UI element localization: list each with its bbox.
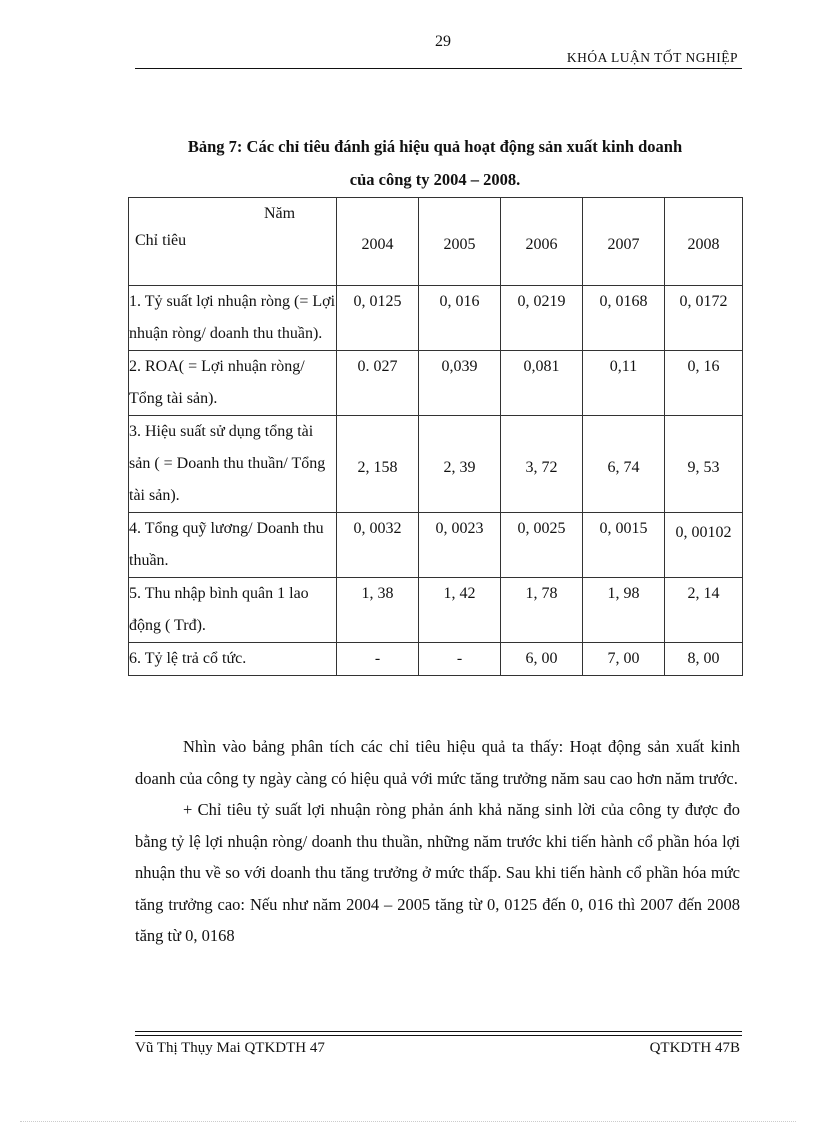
indicators-table (128, 197, 743, 676)
row-value: 1, 98 (583, 578, 665, 643)
row-value: 0. 027 (337, 351, 419, 416)
table-row (129, 286, 743, 351)
row-value: - (337, 643, 419, 676)
row-label: 4. Tổng quỹ lương/ Doanh thu thuần. (129, 513, 337, 578)
row-value: 3, 72 (501, 416, 583, 513)
table-header-row (129, 198, 743, 286)
row-value: 2, 39 (419, 416, 501, 513)
row-value: 0, 0172 (665, 286, 743, 351)
row-value: 0, 0219 (501, 286, 583, 351)
row-value: 0, 0025 (501, 513, 583, 578)
row-value: 0, 0023 (419, 513, 501, 578)
header-title: KHÓA LUẬN TỐT NGHIỆP (566, 50, 738, 65)
page-edge (20, 1121, 796, 1122)
table-row (129, 513, 743, 578)
row-label: 2. ROA( = Lợi nhuận ròng/ Tổng tài sản). (129, 351, 337, 416)
row-value: 0, 16 (665, 351, 743, 416)
row-value: - (419, 643, 501, 676)
caption-line-2: của công ty 2004 – 2008. (349, 170, 521, 189)
row-value: 1, 38 (337, 578, 419, 643)
row-value: 6, 00 (501, 643, 583, 676)
row-value: 1, 42 (419, 578, 501, 643)
footer-rule (135, 1031, 742, 1032)
footer-author: Vũ Thị Thụy Mai QTKDTH 47 (135, 1040, 325, 1056)
row-label: 3. Hiệu suất sử dụng tổng tài sản ( = Doanh thu thuần/ Tổng tài sản). (129, 416, 337, 513)
row-label: 1. Tỷ suất lợi nhuận ròng (= Lợi nhuận ròng/ doanh thu thuần). (129, 286, 337, 351)
year-header: 2007 (583, 198, 665, 286)
row-value: 0, 0032 (337, 513, 419, 578)
row-value: 0,11 (583, 351, 665, 416)
table-row (129, 351, 743, 416)
header-rule (135, 68, 742, 69)
row-value: 0, 016 (419, 286, 501, 351)
year-header: 2004 (337, 198, 419, 286)
row-value: 7, 00 (583, 643, 665, 676)
row-value: 6, 74 (583, 416, 665, 513)
page-number: 29 (435, 33, 451, 50)
row-value: 0,039 (419, 351, 501, 416)
row-value: 0, 0015 (583, 513, 665, 578)
caption-line-1: Bảng 7: Các chỉ tiêu đánh giá hiệu quả hoạt động sản xuất kinh doanh (187, 137, 683, 156)
corner-indicator-label: Chỉ tiêu (135, 232, 187, 249)
paragraph: Nhìn vào bảng phân tích các chỉ tiêu hiệu quả ta thấy: Hoạt động sản xuất kinh doanh của công ty ngày càng có hiệu quả với mức tăng trưởng năm sau cao hơn năm trước. (135, 737, 740, 788)
footer-class: QTKDTH 47B (649, 1040, 740, 1056)
row-value: 2, 158 (337, 416, 419, 513)
row-value: 0,081 (501, 351, 583, 416)
corner-cell (129, 198, 337, 286)
table-row (129, 416, 743, 513)
row-label: 6. Tỷ lệ trả cổ tức. (129, 643, 337, 676)
row-value: 8, 00 (665, 643, 743, 676)
row-value: 2, 14 (665, 578, 743, 643)
footer-rule (135, 1035, 742, 1036)
table-row (129, 578, 743, 643)
paragraph: + Chỉ tiêu tỷ suất lợi nhuận ròng phản ánh khả năng sinh lời của công ty được đo bằng tỷ lệ lợi nhuận ròng/ doanh thu thuần, những năm trước khi tiến hành cổ phần hóa lợi nhuận thu về so với doanh thu tăng trưởng ở mức thấp. Sau khi tiến hành cổ phần hóa mức tăng trưởng cao: Nếu như năm 2004 – 2005 tăng từ 0, 0125 đến 0, 016 thì 2007 đến 2008 tăng từ 0, 0168 (135, 800, 740, 945)
row-label: 5. Thu nhập bình quân 1 lao động ( Trđ). (129, 578, 337, 643)
row-value: 9, 53 (665, 416, 743, 513)
table-caption (120, 130, 750, 196)
table-row (129, 643, 743, 676)
row-value: 0, 0125 (337, 286, 419, 351)
row-value: 0, 00102 (665, 513, 743, 578)
corner-year-label: Năm (264, 205, 296, 222)
body-text (135, 731, 740, 952)
year-header: 2008 (665, 198, 743, 286)
row-value: 1, 78 (501, 578, 583, 643)
row-value: 0, 0168 (583, 286, 665, 351)
year-header: 2005 (419, 198, 501, 286)
year-header: 2006 (501, 198, 583, 286)
